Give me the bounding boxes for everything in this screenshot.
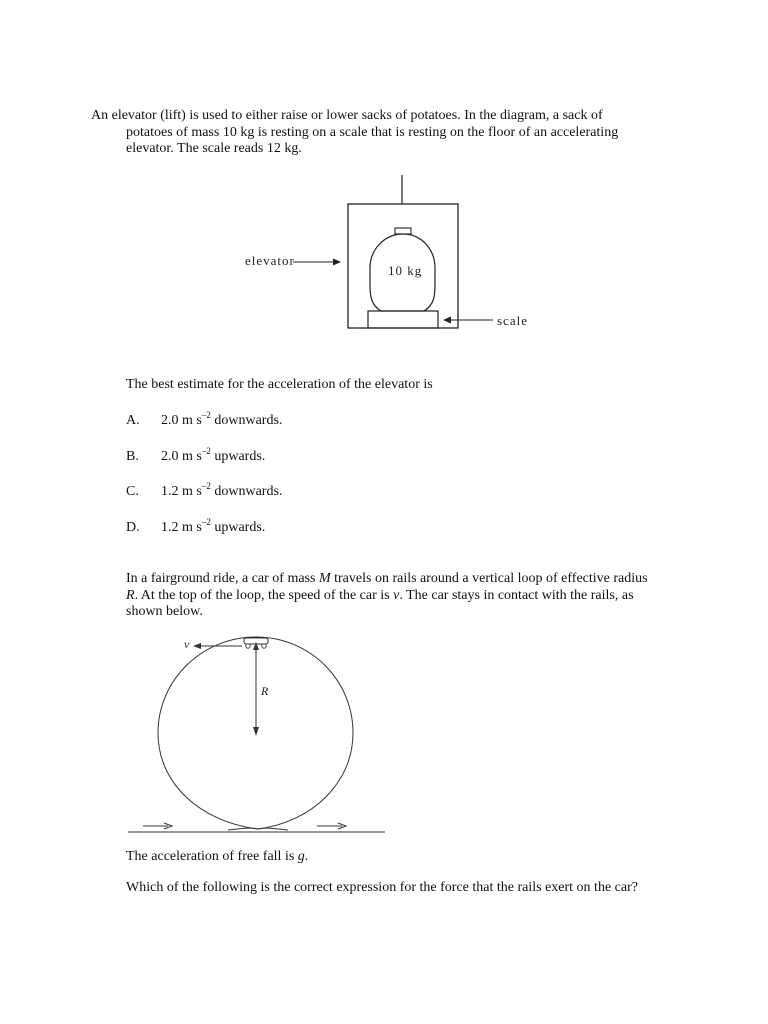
text-run: . [304, 849, 309, 864]
option-letter: C. [126, 484, 139, 499]
option-direction: downwards. [210, 413, 283, 428]
velocity-arrowhead [193, 643, 201, 649]
question1-stem-line1: An elevator (lift) is used to either raise or lower sacks of potatoes. In the diagram, a sack of [91, 108, 603, 123]
option-value: 1.2 m s [161, 520, 202, 535]
freefall-note [126, 849, 308, 866]
option-exponent: –2 [201, 517, 211, 527]
gravity-symbol: g [297, 849, 305, 864]
option-direction: upwards. [210, 520, 266, 535]
option-value: 2.0 m s [161, 449, 202, 464]
radius-symbol: R [126, 587, 135, 603]
question1-stem-line2: potatoes of mass 10 kg is resting on a scale that is resting on the floor of an accelerating [126, 124, 619, 140]
option-exponent: –2 [201, 410, 211, 420]
question2-stem-line3: shown below. [126, 604, 203, 619]
elevator-label: elevator [245, 253, 295, 268]
radius-arrowhead-bottom [253, 727, 259, 736]
option-direction: upwards. [210, 449, 266, 464]
car-wheel [246, 644, 250, 648]
velocity-label: v [184, 637, 190, 651]
speed-symbol: v [393, 587, 400, 603]
scale-label: scale [497, 313, 528, 328]
text-run: In a fairground ride, a car of mass [126, 571, 319, 586]
option-exponent: –2 [201, 446, 211, 456]
question1-stem-line3: elevator. The scale reads 12 kg. [126, 141, 302, 156]
question2-prompt: Which of the following is the correct expression for the force that the rails exert on the car? [126, 880, 638, 895]
mass-label: 10 kg [388, 263, 423, 278]
text-run: . The car stays in contact with the rails, as [399, 587, 634, 603]
option-value: 2.0 m s [161, 413, 202, 428]
option-direction: downwards. [210, 484, 283, 499]
text-run: travels on rails around a vertical loop of effective radius [330, 571, 648, 586]
option-exponent: –2 [201, 481, 211, 491]
text-run: . At the top of the loop, the speed of the car is [134, 587, 394, 603]
option-letter: A. [126, 413, 140, 428]
question1-prompt: The best estimate for the acceleration of the elevator is [126, 377, 433, 392]
mass-symbol: M [318, 571, 331, 586]
text-run: The acceleration of free fall is [126, 849, 298, 864]
loop-crossing [228, 828, 288, 830]
option-value: 1.2 m s [161, 484, 202, 499]
radius-label: R [261, 684, 269, 698]
option-letter: D. [126, 520, 140, 535]
car-wheel [262, 644, 266, 648]
option-letter: B. [126, 449, 139, 464]
